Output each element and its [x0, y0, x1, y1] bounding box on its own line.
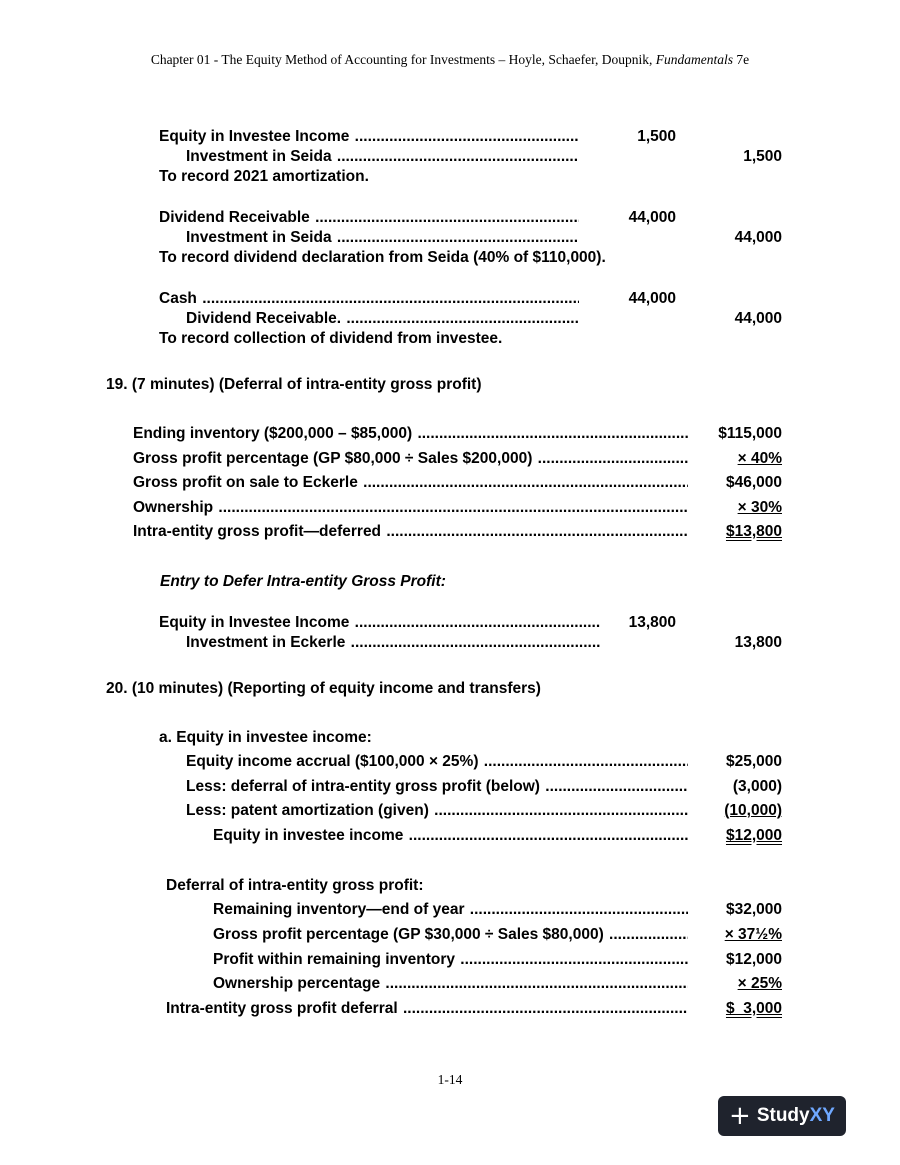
p19-value-ownership: × 30% [737, 499, 782, 516]
p19-row-ending-inventory: Ending inventory ($200,000 – $85,000) ..... [133, 424, 688, 444]
entry-amort-credit-amount: 1,500 [743, 148, 782, 165]
p20-value-deferral-total: $ 3,000 [725, 1000, 782, 1017]
p20-deferral-title: Deferral of intra-entity gross profit: [166, 877, 424, 894]
p19-value-gp-percentage: × 40% [737, 450, 782, 467]
p20-value-remaining-inventory: $32,000 [725, 901, 782, 918]
p20-row-equity-income: Equity in investee income ..... [213, 826, 688, 846]
p20-value-profit-remaining: $12,000 [725, 951, 782, 968]
entry-amort-memo: To record 2021 amortization. [159, 168, 369, 185]
p19-entry-credit: Investment in Eckerle ..... [186, 633, 600, 653]
studyxy-badge[interactable] [718, 1096, 846, 1136]
p20-part-a-label: a. Equity in investee income: [159, 729, 372, 746]
p20-row-accrual: Equity income accrual ($100,000 × 25%) ..... [186, 752, 688, 772]
entry-divdecl-credit: Investment in Seida ..... [186, 228, 579, 248]
entry-divcoll-credit: Dividend Receivable. ..... [186, 309, 579, 329]
p20-value-ownership: × 25% [737, 975, 782, 992]
p19-row-deferred: Intra-entity gross profit—deferred ..... [133, 522, 688, 542]
p20-row-less-deferral: Less: deferral of intra-entity gross profit (below) ..... [186, 777, 688, 797]
p20-row-deferral-total: Intra-entity gross profit deferral ..... [166, 999, 688, 1019]
p19-entry-debit: Equity in Investee Income ..... [159, 613, 600, 633]
entry-divdecl-debit: Dividend Receivable ..... [159, 208, 579, 228]
p20-value-gp-percentage: × 37½% [724, 926, 782, 943]
p19-entry-debit-amount: 13,800 [628, 614, 676, 631]
p19-value-ending-inventory: $115,000 [718, 425, 782, 442]
p19-row-gross-profit: Gross profit on sale to Eckerle ..... [133, 473, 688, 493]
problem19-heading: 19. (7 minutes) (Deferral of intra-entity gross profit) [106, 376, 482, 393]
entry-divcoll-memo: To record collection of dividend from investee. [159, 330, 503, 347]
entry-divdecl-debit-amount: 44,000 [628, 209, 676, 226]
p19-entry-title: Entry to Defer Intra-entity Gross Profit: [160, 573, 446, 590]
entry-divdecl-credit-amount: 44,000 [734, 229, 782, 246]
p20-row-less-patent: Less: patent amortization (given) ..... [186, 801, 688, 821]
entry-divcoll-debit-amount: 44,000 [628, 290, 676, 307]
p19-value-gross-profit: $46,000 [725, 474, 782, 491]
page-header [0, 52, 900, 68]
p20-value-less-deferral: (3,000) [732, 778, 782, 795]
header-edition: 7e [736, 52, 750, 67]
plus-icon: + [729, 1101, 751, 1131]
p20-row-gp-percentage: Gross profit percentage (GP $30,000 ÷ Sales $80,000) ..... [213, 925, 688, 945]
entry-divcoll-debit: Cash ..... [159, 289, 579, 309]
brand-name: StudyXY [756, 1105, 835, 1126]
p20-value-equity-income: $12,000 [725, 827, 782, 844]
header-book: Fundamentals [655, 52, 734, 67]
p19-value-deferred: $13,800 [725, 523, 782, 540]
entry-amort-debit-amount: 1,500 [637, 128, 676, 145]
p19-row-gp-percentage: Gross profit percentage (GP $80,000 ÷ Sales $200,000) ..... [133, 449, 688, 469]
p19-row-ownership: Ownership ..... [133, 498, 688, 518]
entry-divdecl-memo: To record dividend declaration from Seida (40% of $110,000). [159, 249, 606, 266]
problem20-heading: 20. (10 minutes) (Reporting of equity income and transfers) [106, 680, 541, 697]
p20-value-accrual: $25,000 [725, 753, 782, 770]
p20-row-profit-remaining: Profit within remaining inventory ..... [213, 950, 688, 970]
entry-amort-credit: Investment in Seida ..... [186, 147, 579, 167]
entry-amort-debit: Equity in Investee Income ..... [159, 127, 579, 147]
page-number: 1-14 [437, 1072, 463, 1087]
entry-divcoll-credit-amount: 44,000 [734, 310, 782, 327]
p19-entry-credit-amount: 13,800 [734, 634, 782, 651]
p20-value-less-patent: (10,000) [724, 802, 782, 819]
p20-row-ownership: Ownership percentage ..... [213, 974, 688, 994]
header-text: Chapter 01 - The Equity Method of Accounting for Investments – Hoyle, Schaefer, Doupnik, [150, 52, 653, 67]
p20-row-remaining-inventory: Remaining inventory—end of year ..... [213, 900, 688, 920]
